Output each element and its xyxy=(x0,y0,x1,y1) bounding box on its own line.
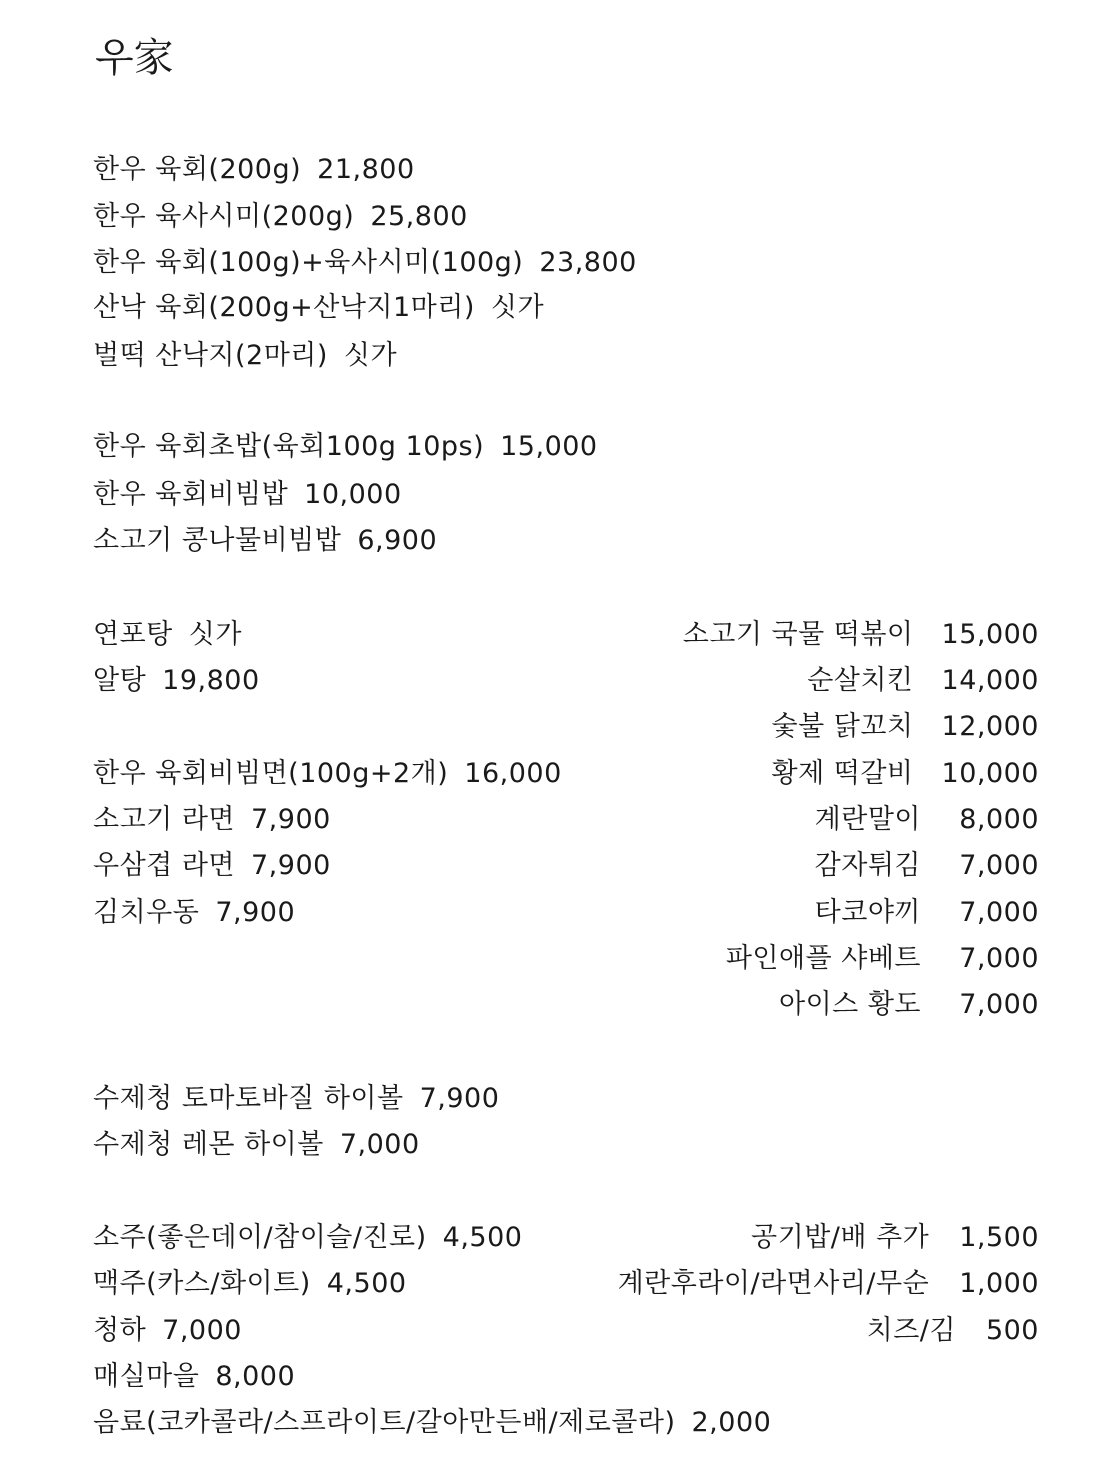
menu-item-highball-0 xyxy=(93,1081,499,1117)
item-name: 황제 떡갈비 xyxy=(771,758,914,789)
menu-item-side-1 xyxy=(807,663,1039,699)
item-price: 7,000 xyxy=(959,989,1039,1020)
item-price: 7,000 xyxy=(162,1315,242,1346)
item-name: 순살치킨 xyxy=(807,665,914,696)
item-price: 7,000 xyxy=(959,943,1039,974)
item-name: 매실마을 xyxy=(93,1361,200,1392)
item-price: 싯가 xyxy=(188,619,242,650)
item-price: 7,900 xyxy=(215,897,296,928)
item-price: 12,000 xyxy=(941,711,1039,742)
item-price: 7,900 xyxy=(419,1083,500,1114)
item-name: 아이스 황도 xyxy=(779,989,921,1020)
item-price: 8,000 xyxy=(959,804,1039,835)
menu-item-drink-0 xyxy=(93,1220,522,1256)
menu-item-noodle-1 xyxy=(93,802,331,838)
menu-item-extra-2 xyxy=(867,1313,1039,1349)
item-price: 16,000 xyxy=(464,758,562,789)
item-price: 15,000 xyxy=(500,431,598,462)
item-name: 계란말이 xyxy=(814,804,921,835)
item-name: 벌떡 산낙지(2마리) xyxy=(93,340,328,371)
menu-item-raw-4 xyxy=(93,338,397,374)
item-name: 한우 육회(200g) xyxy=(93,154,302,185)
menu-item-side-6 xyxy=(815,895,1039,931)
item-price: 15,000 xyxy=(941,619,1039,650)
menu-item-soup-0 xyxy=(93,617,242,653)
menu-item-side-2 xyxy=(772,709,1039,745)
item-name: 산낙 육회(200g+산낙지1마리) xyxy=(93,292,475,323)
item-name: 한우 육회비빔밥 xyxy=(93,479,289,510)
menu-item-rice-2 xyxy=(93,523,437,559)
item-name: 우삼겹 라면 xyxy=(93,850,235,881)
item-price: 500 xyxy=(985,1315,1039,1346)
menu-item-drink-4 xyxy=(93,1405,771,1441)
item-name: 숯불 닭꼬치 xyxy=(771,711,914,742)
item-price: 싯가 xyxy=(490,292,545,323)
item-price: 7,000 xyxy=(959,850,1039,881)
menu-item-extra-0 xyxy=(751,1220,1039,1256)
restaurant-title: 우家 xyxy=(95,35,174,81)
menu-item-side-7 xyxy=(726,941,1039,977)
item-name: 청하 xyxy=(93,1315,147,1346)
menu-item-drink-1 xyxy=(93,1266,407,1302)
menu-item-side-3 xyxy=(772,756,1039,792)
item-price: 1,500 xyxy=(959,1222,1039,1253)
item-name: 한우 육회초밥(육회100g 10ps) xyxy=(93,431,485,462)
item-name: 소고기 콩나물비빔밥 xyxy=(93,525,342,556)
item-price: 4,500 xyxy=(442,1222,523,1253)
menu-item-raw-0 xyxy=(93,152,415,188)
item-name: 소고기 국물 떡볶이 xyxy=(682,619,914,650)
item-name: 소고기 라면 xyxy=(93,804,235,835)
item-price: 6,900 xyxy=(357,525,438,556)
item-name: 맥주(카스/화이트) xyxy=(93,1268,311,1299)
item-price: 25,800 xyxy=(370,201,468,232)
item-price: 4,500 xyxy=(326,1268,407,1299)
menu-item-rice-0 xyxy=(93,429,598,465)
menu-item-side-4 xyxy=(815,802,1039,838)
item-name: 알탕 xyxy=(93,665,147,696)
menu-item-raw-2 xyxy=(93,245,637,281)
item-name: 수제청 토마토바질 하이볼 xyxy=(93,1083,404,1114)
item-price: 7,900 xyxy=(251,850,331,881)
item-name: 공기밥/배 추가 xyxy=(751,1222,930,1253)
menu-item-side-8 xyxy=(779,987,1039,1023)
menu-item-side-0 xyxy=(683,617,1039,653)
item-name: 한우 육사시미(200g) xyxy=(93,201,355,232)
item-price: 14,000 xyxy=(941,665,1039,696)
menu-item-drink-3 xyxy=(93,1359,295,1395)
item-price: 10,000 xyxy=(941,758,1039,789)
item-name: 타코야끼 xyxy=(814,897,921,928)
menu-item-highball-1 xyxy=(93,1127,420,1163)
item-price: 10,000 xyxy=(304,479,402,510)
item-price: 7,900 xyxy=(251,804,331,835)
menu-item-rice-1 xyxy=(93,477,402,513)
item-name: 음료(코카콜라/스프라이트/갈아만든배/제로콜라) xyxy=(93,1407,676,1438)
menu-item-raw-3 xyxy=(93,290,544,326)
item-price: 23,800 xyxy=(539,247,637,278)
item-price: 1,000 xyxy=(959,1268,1039,1299)
item-price: 8,000 xyxy=(215,1361,296,1392)
item-price: 7,000 xyxy=(339,1129,420,1160)
item-price: 7,000 xyxy=(959,897,1039,928)
item-name: 계란후라이/라면사리/무순 xyxy=(617,1268,930,1299)
menu-item-noodle-2 xyxy=(93,848,331,884)
item-price: 2,000 xyxy=(691,1407,772,1438)
item-name: 김치우동 xyxy=(93,897,200,928)
menu-item-raw-1 xyxy=(93,199,468,235)
item-price: 21,800 xyxy=(317,154,415,185)
item-name: 수제청 레몬 하이볼 xyxy=(93,1129,324,1160)
menu-item-drink-2 xyxy=(93,1313,242,1349)
menu-item-soup-1 xyxy=(93,663,260,699)
menu-item-noodle-0 xyxy=(93,756,562,792)
item-name: 파인애플 샤베트 xyxy=(725,943,921,974)
item-price: 싯가 xyxy=(343,340,398,371)
item-price: 19,800 xyxy=(162,665,260,696)
item-name: 소주(좋은데이/참이슬/진로) xyxy=(93,1222,427,1253)
item-name: 치즈/김 xyxy=(866,1315,956,1346)
menu-item-noodle-3 xyxy=(93,895,295,931)
item-name: 감자튀김 xyxy=(814,850,921,881)
item-name: 연포탕 xyxy=(93,619,173,650)
menu-item-extra-1 xyxy=(618,1266,1039,1302)
item-name: 한우 육회비빔면(100g+2개) xyxy=(93,758,449,789)
menu-item-side-5 xyxy=(815,848,1039,884)
item-name: 한우 육회(100g)+육사시미(100g) xyxy=(93,247,524,278)
